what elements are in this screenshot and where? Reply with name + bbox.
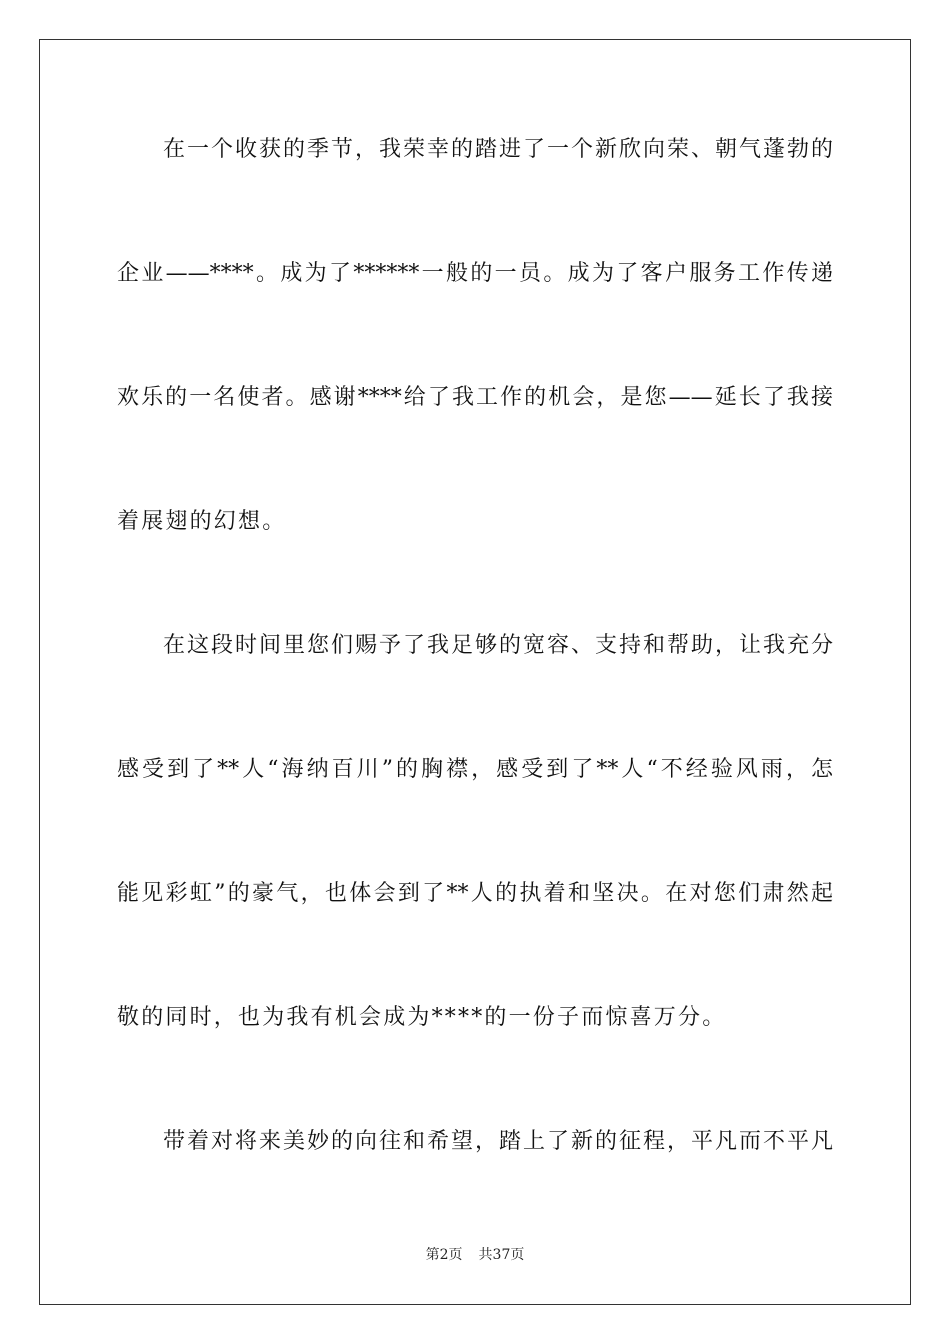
- page-number: 第2页: [425, 1247, 463, 1263]
- paragraph-2-line-1: 在这段时间里您们赐予了我足够的宽容、支持和帮助，让我充分: [163, 633, 833, 658]
- paragraph-2-line-4: 敬的同时，也为我有机会成为****的一份子而惊喜万分。: [117, 1005, 727, 1030]
- page-total: 共37页: [478, 1247, 525, 1263]
- page-footer: [0, 1246, 950, 1264]
- paragraph-1-line-4: 着展翅的幻想。: [117, 509, 287, 534]
- paragraph-3-line-1: 带着对将来美妙的向往和希望，踏上了新的征程，平凡而不平凡: [163, 1129, 833, 1154]
- paragraph-2-line-2: 感受到了**人“海纳百川”的胸襟，感受到了**人“不经验风雨，怎: [117, 757, 833, 782]
- paragraph-2-line-3: 能见彩虹”的豪气，也体会到了**人的执着和坚决。在对您们肃然起: [117, 881, 833, 906]
- paragraph-1-line-3: 欢乐的一名使者。感谢****给了我工作的机会，是您——延长了我接: [117, 385, 833, 410]
- paragraph-1-line-2: 企业——****。成为了******一般的一员。成为了客户服务工作传递: [117, 261, 833, 286]
- page-frame: [39, 39, 911, 1305]
- paragraph-1-line-1: 在一个收获的季节，我荣幸的踏进了一个新欣向荣、朝气蓬勃的: [163, 137, 833, 162]
